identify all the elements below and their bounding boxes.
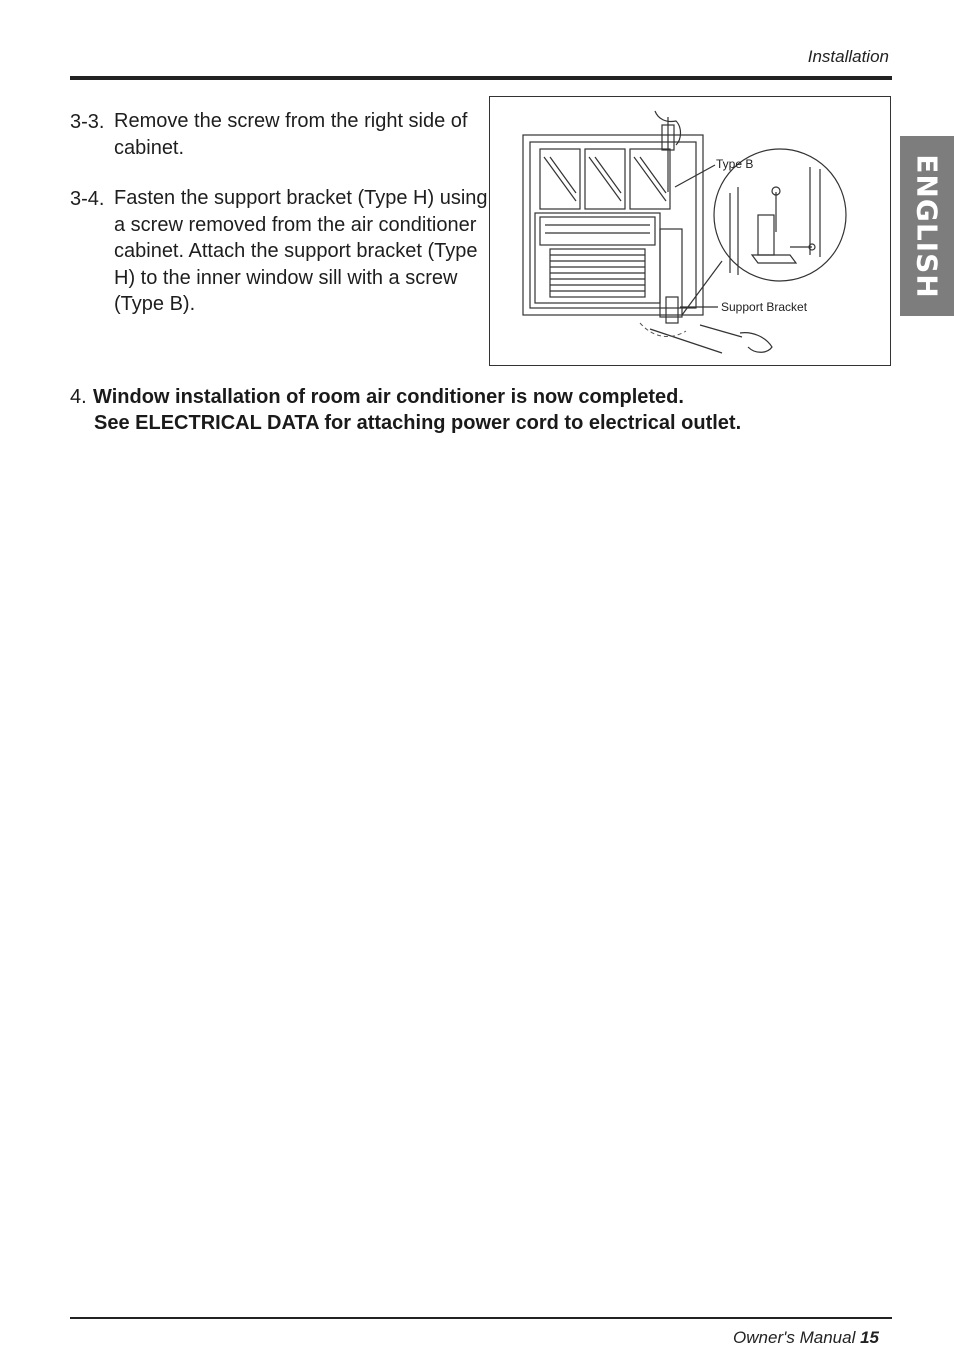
- section-title: Installation: [807, 47, 889, 66]
- header-rule: [70, 76, 892, 80]
- footer-rule: [70, 1317, 892, 1319]
- page-footer: [733, 1328, 879, 1348]
- step-3-4: [70, 185, 490, 318]
- screw-type-label: Type B: [716, 157, 754, 171]
- step-text: Remove the screw from the right side of cabinet.: [114, 110, 468, 159]
- manual-title: Owner's Manual: [733, 1328, 856, 1347]
- window-unit-drawing: [490, 97, 892, 367]
- electrical-data-note: See ELECTRICAL DATA for attaching power cord to electrical outlet.: [94, 412, 742, 434]
- support-bracket-label: Support Bracket: [721, 300, 808, 314]
- page-number: 15: [860, 1328, 879, 1347]
- step-4: [70, 384, 890, 436]
- step-3-3: [70, 108, 490, 161]
- step-number: 3-3.: [70, 111, 105, 133]
- step-number: 3-4.: [70, 188, 105, 210]
- completion-note: Window installation of room air conditioner is now completed.: [93, 386, 684, 408]
- installation-illustration: [489, 96, 891, 366]
- step-number: 4.: [70, 386, 87, 408]
- language-tab-label: ENGLISH: [910, 153, 944, 299]
- language-tab: [900, 136, 954, 316]
- step-text: Fasten the support bracket (Type H) using a screw removed from the air conditioner cabinet. Attach the support bracket (Type H) to the inner window sill with a screw (Type B).: [114, 187, 488, 315]
